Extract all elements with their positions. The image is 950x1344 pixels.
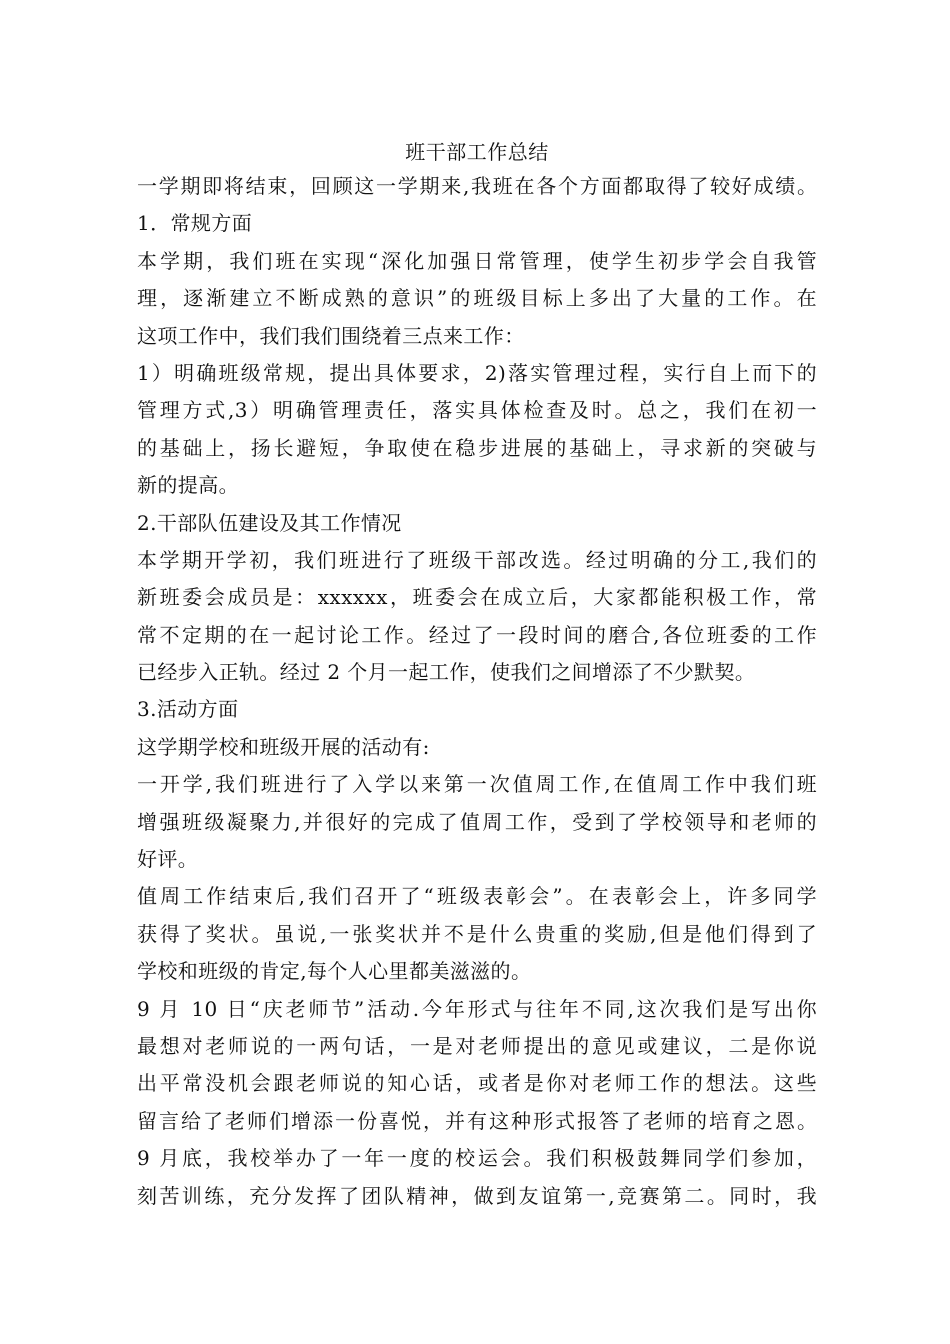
paragraph-line: 本学期，我们班在实现“深化加强日常管理，使学生初步学会自我管 bbox=[137, 248, 817, 273]
section-heading: 3.活动方面 bbox=[137, 697, 239, 722]
paragraph-line: 1）明确班级常规，提出具体要求，2)落实管理过程，实行自上而下的 bbox=[137, 360, 817, 385]
document-body bbox=[137, 168, 817, 1215]
section-heading: 2.干部队伍建设及其工作情况 bbox=[137, 510, 402, 535]
section-heading: 1．常规方面 bbox=[137, 211, 253, 236]
paragraph-line: 这项工作中，我们我们围绕着三点来工作： bbox=[137, 323, 525, 348]
paragraph-line: 的基础上，扬长避短，争取使在稳步进展的基础上，寻求新的突破与 bbox=[137, 435, 817, 460]
paragraph-line: 理，逐渐建立不断成熟的意识”的班级目标上多出了大量的工作。在 bbox=[137, 286, 817, 311]
paragraph-line: 新班委会成员是：xxxxxx，班委会在成立后，大家都能积极工作，常 bbox=[137, 585, 817, 610]
paragraph-line: 已经步入正轨。经过 2 个月一起工作，使我们之间增添了不少默契。 bbox=[137, 660, 756, 685]
paragraph-line: 这学期学校和班级开展的活动有: bbox=[137, 734, 430, 759]
paragraph-line: 出平常没机会跟老师说的知心话，或者是你对老师工作的想法。这些 bbox=[137, 1071, 817, 1096]
paragraph-line: 好评。 bbox=[137, 847, 199, 872]
paragraph-line: 管理方式,3）明确管理责任，落实具体检查及时。总之，我们在初一 bbox=[137, 398, 817, 423]
paragraph-line: 留言给了老师们增添一份喜悦，并有这种形式报答了老师的培育之恩。 bbox=[137, 1108, 817, 1133]
paragraph-line: 9 月 10 日“庆老师节”活动.今年形式与往年不同,这次我们是写出你 bbox=[137, 996, 817, 1021]
paragraph-line: 常不定期的在一起讨论工作。经过了一段时间的磨合,各位班委的工作 bbox=[137, 622, 817, 647]
document-page bbox=[137, 136, 817, 1215]
paragraph-line: 增强班级凝聚力,并很好的完成了值周工作，受到了学校领导和老师的 bbox=[137, 809, 817, 834]
paragraph-line: 刻苦训练，充分发挥了团队精神，做到友谊第一,竞赛第二。同时，我 bbox=[137, 1183, 817, 1208]
paragraph-line: 新的提高。 bbox=[137, 473, 239, 498]
document-title: 班干部工作总结 bbox=[405, 140, 549, 164]
paragraph-line: 获得了奖状。虽说,一张奖状并不是什么贵重的奖励,但是他们得到了 bbox=[137, 921, 817, 946]
paragraph-line: 一学期即将结束，回顾这一学期来,我班在各个方面都取得了较好成绩。 bbox=[137, 174, 817, 198]
paragraph-line: 最想对老师说的一两句话，一是对老师提出的意见或建议，二是你说 bbox=[137, 1033, 817, 1058]
paragraph-line: 本学期开学初，我们班进行了班级干部改选。经过明确的分工,我们的 bbox=[137, 547, 817, 572]
paragraph-line: 值周工作结束后,我们召开了“班级表彰会”。在表彰会上，许多同学 bbox=[137, 884, 817, 909]
paragraph-line: 9 月底，我校举办了一年一度的校运会。我们积极鼓舞同学们参加， bbox=[137, 1146, 817, 1171]
paragraph-line: 学校和班级的肯定,每个人心里都美滋滋的。 bbox=[137, 959, 532, 984]
paragraph-line: 一开学,我们班进行了入学以来第一次值周工作,在值周工作中我们班 bbox=[137, 772, 817, 797]
